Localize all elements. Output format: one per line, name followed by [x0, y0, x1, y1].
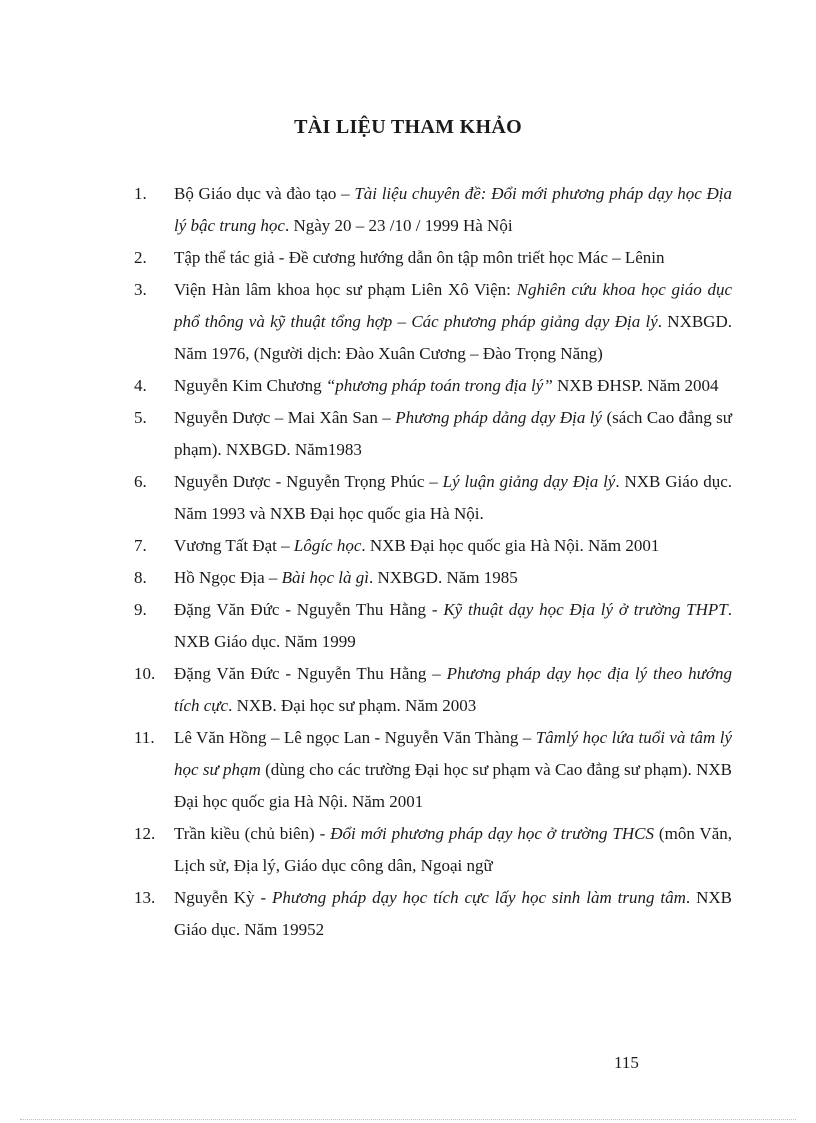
reference-text-segment: Viện Hàn lâm khoa học sư phạm Liên Xô Viện: — [174, 280, 517, 299]
reference-item — [134, 882, 732, 946]
reference-number: 1. — [134, 184, 147, 203]
reference-text-segment: . NXB Giáo dục. Năm 1999 — [174, 600, 732, 651]
page-title: TÀI LIỆU THAM KHẢO — [294, 116, 522, 138]
reference-text-segment: NXB ĐHSP. Năm 2004 — [552, 376, 719, 395]
reference-text-segment: . NXB. Đại học sư phạm. Năm 2003 — [228, 696, 477, 715]
reference-text-segment: (môn Văn, Lịch sử, Địa lý, Giáo dục công dân, Ngoại ngữ — [174, 824, 733, 875]
reference-number: 6. — [134, 472, 147, 491]
reference-item — [134, 594, 732, 658]
reference-text — [174, 242, 732, 274]
reference-item — [134, 370, 732, 402]
reference-text-segment: . NXB Giáo dục. Năm 19952 — [174, 888, 732, 939]
reference-text-segment: Nguyễn Kỳ - — [174, 888, 273, 907]
reference-title-italic: Phương pháp dảng dạy Địa lý — [395, 408, 603, 427]
reference-text-segment: (sách Cao đẳng sư phạm). NXBGD. Năm1983 — [174, 408, 732, 459]
reference-number: 12. — [134, 824, 156, 843]
reference-title-italic: Tâmlý học lứa tuổi và tâm lý học sư phạm — [174, 728, 732, 779]
reference-title-italic: Kỹ thuật dạy học Địa lý ở trường THPT — [443, 600, 728, 619]
reference-text-segment: . NXBGD. Năm 1985 — [369, 568, 518, 587]
reference-text — [174, 818, 732, 882]
reference-text-segment: . NXBGD. Năm 1976, (Người dịch: Đào Xuân Cương – Đào Trọng Năng) — [174, 312, 732, 363]
reference-number: 13. — [134, 888, 156, 907]
reference-item — [134, 722, 732, 818]
reference-text — [174, 722, 732, 818]
reference-text-segment: Nguyễn Dược - Nguyễn Trọng Phúc – — [174, 472, 443, 491]
reference-text-segment: Tập thể tác giả - Đề cương hướng dẫn ôn tập môn triết học Mác – Lênin — [174, 248, 665, 267]
reference-title-italic: Nghiên cứu khoa học giáo dục phổ thông và kỹ thuật tổng hợp – Các phương pháp giảng dạy Địa lý — [174, 280, 732, 331]
reference-number: 9. — [134, 600, 147, 619]
reference-text-segment: . Ngày 20 – 23 /10 / 1999 Hà Nội — [284, 216, 513, 235]
reference-number: 2. — [134, 248, 147, 267]
reference-title-italic: Lý luận giảng dạy Địa lý — [442, 472, 616, 491]
reference-item — [134, 242, 732, 274]
reference-text — [174, 466, 732, 530]
reference-item — [134, 530, 732, 562]
reference-title-italic: “phương pháp toán trong địa lý” — [325, 376, 553, 395]
reference-text-segment: Vương Tất Đạt – — [174, 536, 294, 555]
reference-title-italic: Phương pháp dạy học tích cực lấy học sinh làm trung tâm — [272, 888, 686, 907]
reference-text — [174, 274, 732, 370]
reference-text-segment: Nguyễn Dược – Mai Xân San – — [174, 408, 396, 427]
reference-title-italic: Phương pháp dạy học địa lý theo hướng tích cực — [174, 664, 732, 715]
reference-text-segment: . NXB Đại học quốc gia Hà Nội. Năm 2001 — [361, 536, 660, 555]
reference-list — [134, 178, 732, 946]
reference-number: 11. — [134, 728, 155, 747]
reference-text-segment: (dùng cho các trường Đại học sư phạm và Cao đẳng sư phạm). NXB Đại học quốc gia Hà Nội. Năm 2001 — [174, 760, 732, 811]
reference-text-segment: Lê Văn Hồng – Lê ngọc Lan - Nguyễn Văn Thàng – — [174, 728, 536, 747]
reference-text-segment: Trần kiều (chủ biên) - — [174, 824, 331, 843]
reference-text-segment: Nguyễn Kim Chương — [174, 376, 326, 395]
reference-text-segment: Đặng Văn Đức - Nguyễn Thu Hằng - — [174, 600, 444, 619]
reference-number: 8. — [134, 568, 147, 587]
reference-text — [174, 530, 732, 562]
reference-title-italic: Tài liệu chuyên đề: Đổi mới phương pháp dạy học Địa lý bậc trung học — [174, 184, 732, 235]
reference-number: 10. — [134, 664, 156, 683]
reference-text — [174, 562, 732, 594]
reference-text-segment: Bộ Giáo dục và đào tạo – — [174, 184, 355, 203]
reference-text — [174, 594, 732, 658]
reference-title-italic: Đổi mới phương pháp dạy học ở trường THCS — [330, 824, 654, 843]
reference-text — [174, 178, 732, 242]
reference-item — [134, 562, 732, 594]
reference-text — [174, 402, 732, 466]
reference-number: 5. — [134, 408, 147, 427]
reference-number: 7. — [134, 536, 147, 555]
reference-text-segment: . NXB Giáo dục. Năm 1993 và NXB Đại học quốc gia Hà Nội. — [174, 472, 732, 523]
reference-text-segment: Hồ Ngọc Địa – — [174, 568, 282, 587]
reference-item — [134, 466, 732, 530]
reference-item — [134, 178, 732, 242]
reference-text-segment: Đặng Văn Đức - Nguyễn Thu Hằng – — [174, 664, 447, 683]
reference-number: 3. — [134, 280, 147, 299]
page-number: 115 — [614, 1053, 639, 1072]
reference-text — [174, 658, 732, 722]
reference-title-italic: Lôgíc học — [293, 536, 362, 555]
reference-item — [134, 402, 732, 466]
reference-title-italic: Bài học là gì — [281, 568, 370, 587]
footer-divider — [20, 1119, 796, 1120]
reference-text — [174, 370, 732, 402]
reference-item — [134, 274, 732, 370]
reference-item — [134, 818, 732, 882]
reference-text — [174, 882, 732, 946]
reference-item — [134, 658, 732, 722]
reference-number: 4. — [134, 376, 147, 395]
